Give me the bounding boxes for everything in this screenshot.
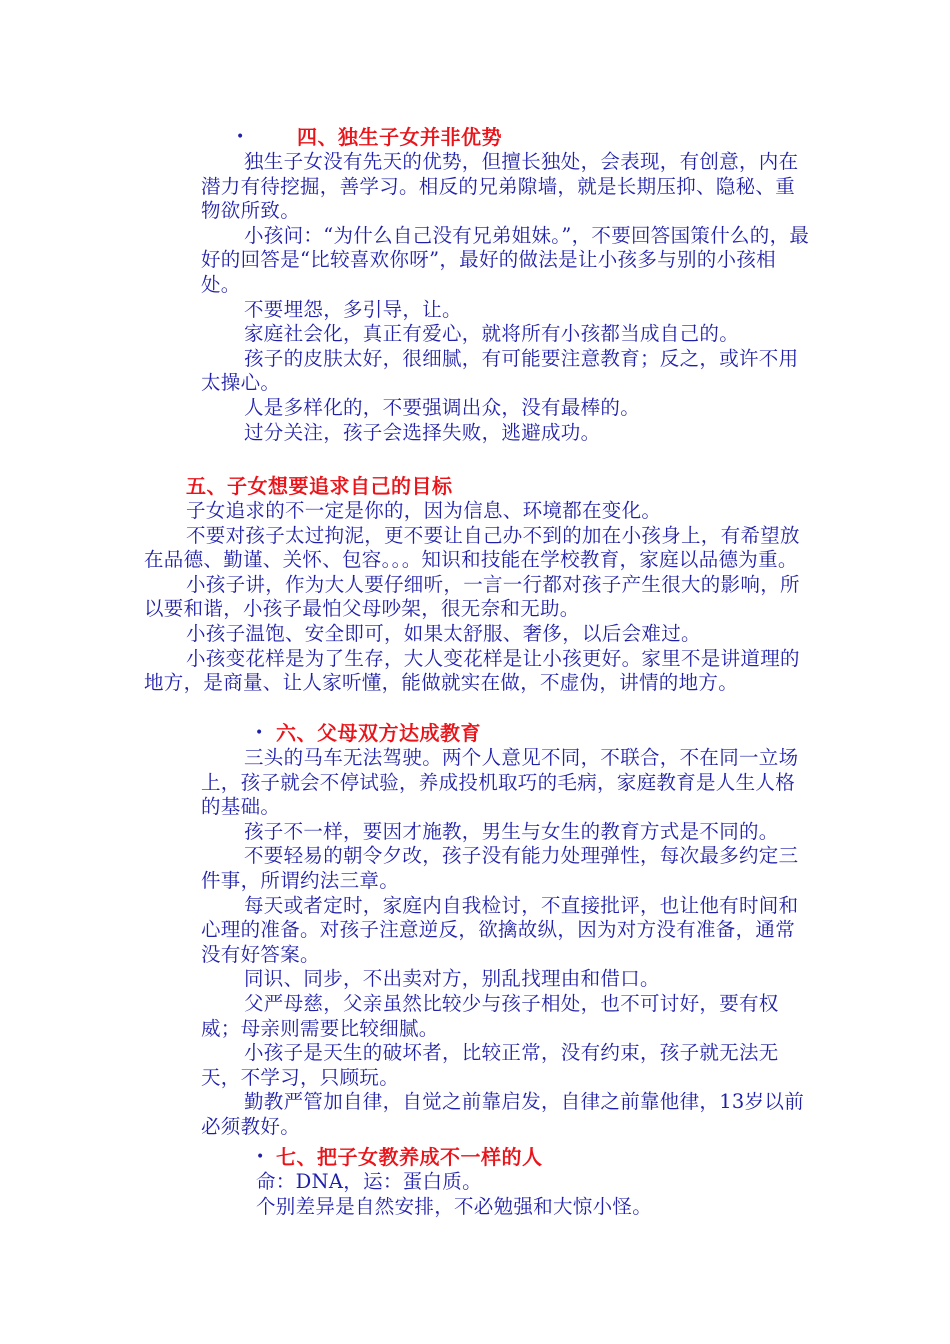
bullet-marker: •	[255, 725, 264, 741]
paragraph: 勤教严管加自律，自觉之前靠启发，自律之前靠他律，13岁以前必须教好。	[201, 1090, 805, 1138]
paragraph: 三头的马车无法驾驶。两个人意见不同，不联合，不在同一立场上，孩子就会不停试验，养成投机取巧的毛病，家庭教育是人生人格的基础。	[201, 746, 799, 819]
section-4-heading: 四、独生子女并非优势	[297, 125, 502, 149]
paragraph: 个别差异是自然安排，不必勉强和大惊小怪。	[256, 1194, 653, 1218]
paragraph: 小孩子是天生的破坏者，比较正常，没有约束，孩子就无法无天，不学习，只顾玩。	[201, 1041, 779, 1089]
paragraph: 不要埋怨，多引导，让。	[244, 297, 462, 321]
bullet-marker: •	[236, 129, 245, 145]
bullet-marker: •	[256, 1149, 265, 1165]
paragraph: 每天或者定时，家庭内自我检讨，不直接批评，也让他有时间和心理的准备。对孩子注意逆反，欲擒故纵，因为对方没有准备，通常没有好答案。	[201, 893, 799, 966]
paragraph: 父严母慈，父亲虽然比较少与孩子相处，也不可讨好，要有权威；母亲则需要比较细腻。	[201, 991, 779, 1040]
paragraph: 家庭社会化，真正有爱心，就将所有小孩都当成自己的。	[244, 322, 740, 346]
section-7-heading: 七、把子女教养成不一样的人	[276, 1145, 543, 1169]
paragraph: 小孩子温饱、安全即可，如果太舒服、奢侈，以后会难过。	[186, 621, 701, 645]
paragraph: 命：DNA，运：蛋白质。	[256, 1170, 482, 1193]
section-6-body	[201, 746, 813, 1140]
section-7-body	[256, 1170, 812, 1219]
paragraph: 不要对孩子太过拘泥，更不要让自己办不到的加在小孩身上，有希望放在品德、勤谨、关怀、包容。。。知识和技能在学校教育，家庭以品德为重。	[144, 523, 800, 572]
paragraph: 人是多样化的，不要强调出众，没有最棒的。	[244, 395, 641, 419]
paragraph: 孩子的皮肤太好，很细腻，有可能要注意教育；反之，或许不用太操心。	[201, 346, 799, 395]
section-5-body	[144, 499, 812, 696]
paragraph: 小孩变花样是为了生存，大人变花样是让小孩更好。家里不是讲道理的地方，是商量、让人家听懂，能做就实在做，不虚伪，讲情的地方。	[144, 646, 800, 695]
paragraph: 小孩问：“为什么自己没有兄弟姐妹。”，不要回答国策什么的，最好的回答是“比较喜欢你呀”，最好的做法是让小孩多与别的小孩相处。	[201, 223, 810, 296]
section-4-body	[201, 150, 813, 445]
paragraph: 不要轻易的朝令夕改，孩子没有能力处理弹性，每次最多约定三件事，所谓约法三章。	[201, 844, 799, 892]
paragraph: 子女追求的不一定是你的，因为信息、环境都在变化。	[186, 499, 662, 522]
paragraph: 过分关注，孩子会选择失败，逃避成功。	[244, 420, 601, 444]
paragraph: 小孩子讲，作为大人要仔细听，一言一行都对孩子产生很大的影响，所以要和谐，小孩子最怕父母吵架，很无奈和无助。	[144, 572, 800, 621]
section-5-heading: 五、子女想要追求自己的目标	[186, 474, 453, 498]
section-6-heading: 六、父母双方达成教育	[276, 721, 481, 745]
paragraph: 同识、同步，不出卖对方，别乱找理由和借口。	[244, 967, 660, 991]
paragraph: 独生子女没有先天的优势，但擅长独处，会表现，有创意，内在潜力有待挖掘，善学习。相反的兄弟隙墙，就是长期压抑、隐秘、重物欲所致。	[201, 150, 799, 223]
paragraph: 孩子不一样，要因才施教，男生与女生的教育方式是不同的。	[244, 819, 779, 843]
